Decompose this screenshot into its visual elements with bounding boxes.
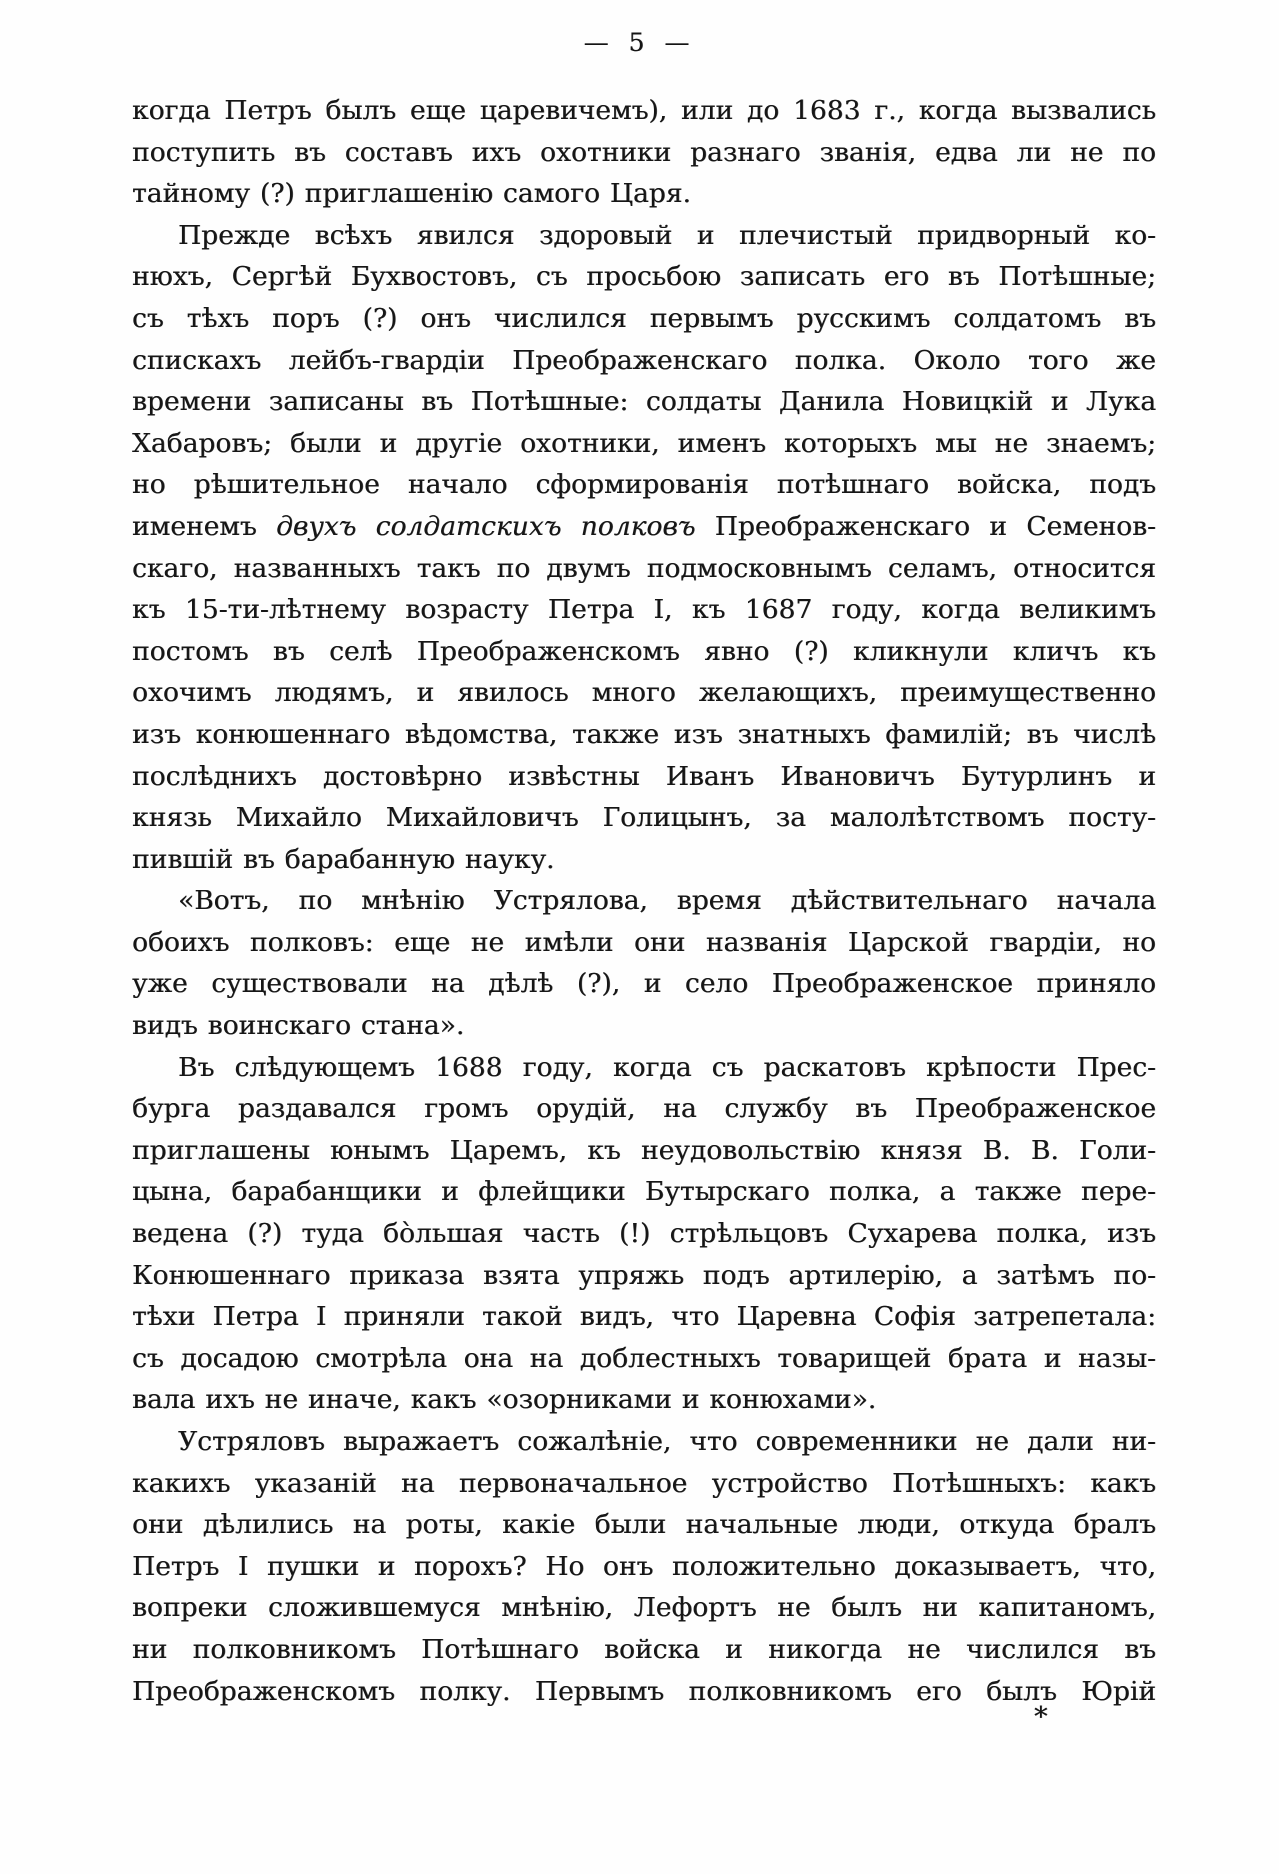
- text-line: [132, 1671, 1156, 1713]
- text-segment: какихъ указаній на первоначальное устройство Потѣшныхъ: какъ: [132, 1467, 1156, 1499]
- text-segment: Прежде всѣхъ явился здоровый и плечистый придворный ко-: [178, 219, 1156, 251]
- text-segment: спискахъ лейбъ-гвардіи Преображенскаго полка. Около того же: [132, 344, 1156, 376]
- text-line: [132, 922, 1156, 964]
- text-line: [132, 506, 1156, 548]
- text-line: [132, 963, 1156, 1005]
- page-text: [132, 90, 1156, 1712]
- text-segment: къ 15-ти-лѣтнему возрасту Петра I, къ 1687 году, когда великимъ: [132, 594, 1156, 626]
- text-line: [132, 173, 1156, 215]
- text-segment: приглашены юнымъ Царемъ, къ неудовольствію князя В. В. Голи-: [132, 1134, 1156, 1166]
- text-line: [132, 839, 1156, 881]
- text-line: [132, 132, 1156, 174]
- text-segment: постомъ въ селѣ Преображенскомъ явно (?) кликнули кличъ къ: [132, 635, 1156, 667]
- text-segment: охочимъ людямъ, и явилось много желающихъ, преимущественно: [132, 677, 1156, 709]
- text-segment: именемъ: [132, 510, 277, 542]
- page-number: — 5 —: [583, 28, 696, 57]
- text-line: [132, 423, 1156, 465]
- text-segment: пившій въ барабанную науку.: [132, 843, 555, 875]
- text-segment: они дѣлились на роты, какіе были начальные люди, откуда бралъ: [132, 1509, 1156, 1541]
- text-segment: ведена (?) туда бо̀льшая часть (!) стрѣльцовъ Сухарева полка, изъ: [132, 1218, 1156, 1250]
- text-line: [132, 589, 1156, 631]
- text-segment: послѣднихъ достовѣрно извѣстны Иванъ Ивановичъ Бутурлинъ и: [132, 760, 1156, 792]
- text-segment: но рѣшительное начало сформированія потѣшнаго войска, подъ: [132, 469, 1156, 501]
- text-segment: Преображенскаго и Семенов-: [695, 510, 1157, 542]
- text-segment: когда Петръ былъ еще царевичемъ), или до 1683 г., когда вызвались: [132, 95, 1156, 126]
- text-line: [132, 1379, 1156, 1421]
- text-segment: «Вотъ, по мнѣнію Устрялова, время дѣйствительнаго начала: [178, 885, 1156, 917]
- text-line: [132, 1629, 1156, 1671]
- text-line: [132, 880, 1156, 922]
- italic-phrase: двухъ солдатскихъ полковъ: [276, 510, 696, 542]
- text-line: [132, 1463, 1156, 1505]
- text-line: [132, 1130, 1156, 1172]
- text-segment: уже существовали на дѣлѣ (?), и село Преображенское приняло: [132, 968, 1156, 1000]
- text-segment: Хабаровъ; были и другіе охотники, именъ которыхъ мы не знаемъ;: [132, 427, 1156, 459]
- text-line: [132, 1296, 1156, 1338]
- text-segment: бурга раздавался громъ орудій, на службу въ Преображенское: [132, 1093, 1156, 1125]
- text-line: [132, 1338, 1156, 1380]
- text-line: [132, 1255, 1156, 1297]
- text-segment: обоихъ полковъ: еще не имѣли они названія Царской гвардіи, но: [132, 926, 1156, 958]
- text-line: [132, 548, 1156, 590]
- text-line: [132, 1213, 1156, 1255]
- text-segment: цына, барабанщики и флейщики Бутырскаго полка, а также пере-: [132, 1176, 1156, 1208]
- text-line: [132, 1005, 1156, 1047]
- text-line: [132, 90, 1156, 132]
- text-segment: видъ воинскаго стана».: [132, 1010, 465, 1042]
- text-line: [132, 464, 1156, 506]
- text-segment: Въ слѣдующемъ 1688 году, когда съ раскатовъ крѣпости Прес-: [178, 1051, 1156, 1083]
- text-segment: нюхъ, Сергѣй Бухвостовъ, съ просьбою записать его въ Потѣшные;: [132, 261, 1156, 293]
- text-line: [132, 381, 1156, 423]
- text-segment: съ тѣхъ поръ (?) онъ числился первымъ русскимъ солдатомъ въ: [132, 302, 1156, 334]
- text-segment: вопреки сложившемуся мнѣнію, Лефортъ не былъ ни капитаномъ,: [132, 1592, 1156, 1624]
- text-line: [132, 1171, 1156, 1213]
- text-line: [132, 1088, 1156, 1130]
- signature-asterisk: *: [1034, 1702, 1048, 1733]
- text-segment: поступить въ составъ ихъ охотники разнаго званія, едва ли не по: [132, 136, 1156, 168]
- text-segment: Преображенскомъ полку. Первымъ полковникомъ его былъ Юрій: [132, 1675, 1156, 1707]
- text-line: [132, 1421, 1156, 1463]
- text-segment: ни полковникомъ Потѣшнаго войска и никогда не числился въ: [132, 1633, 1156, 1665]
- text-line: [132, 340, 1156, 382]
- text-segment: изъ конюшеннаго вѣдомства, также изъ знатныхъ фамилій; въ числѣ: [132, 718, 1156, 750]
- text-line: [132, 1504, 1156, 1546]
- text-line: [132, 797, 1156, 839]
- text-line: [132, 256, 1156, 298]
- text-segment: Устряловъ выражаетъ сожалѣніе, что современники не дали ни-: [178, 1426, 1156, 1457]
- text-segment: вала ихъ не иначе, какъ «озорниками и конюхами».: [132, 1384, 877, 1416]
- text-line: [132, 714, 1156, 756]
- text-segment: скаго, названныхъ такъ по двумъ подмосковнымъ селамъ, относится: [132, 552, 1156, 584]
- text-line: [132, 298, 1156, 340]
- text-segment: Конюшеннаго приказа взята упряжь подъ артилерію, а затѣмъ по-: [132, 1259, 1156, 1291]
- text-segment: съ досадою смотрѣла она на доблестныхъ товарищей брата и назы-: [132, 1342, 1156, 1374]
- text-line: [132, 756, 1156, 798]
- text-line: [132, 1047, 1156, 1089]
- text-line: [132, 631, 1156, 673]
- text-line: [132, 215, 1156, 257]
- text-segment: Петръ I пушки и порохъ? Но онъ положительно доказываетъ, что,: [132, 1550, 1156, 1582]
- text-segment: князь Михайло Михайловичъ Голицынъ, за малолѣтствомъ посту-: [132, 802, 1156, 834]
- text-line: [132, 672, 1156, 714]
- text-segment: времени записаны въ Потѣшные: солдаты Данила Новицкій и Лука: [132, 386, 1156, 418]
- text-segment: тайному (?) приглашенію самого Царя.: [132, 178, 691, 210]
- text-line: [132, 1546, 1156, 1588]
- text-segment: тѣхи Петра I приняли такой видъ, что Царевна Софія затрепетала:: [132, 1301, 1156, 1333]
- text-line: [132, 1587, 1156, 1629]
